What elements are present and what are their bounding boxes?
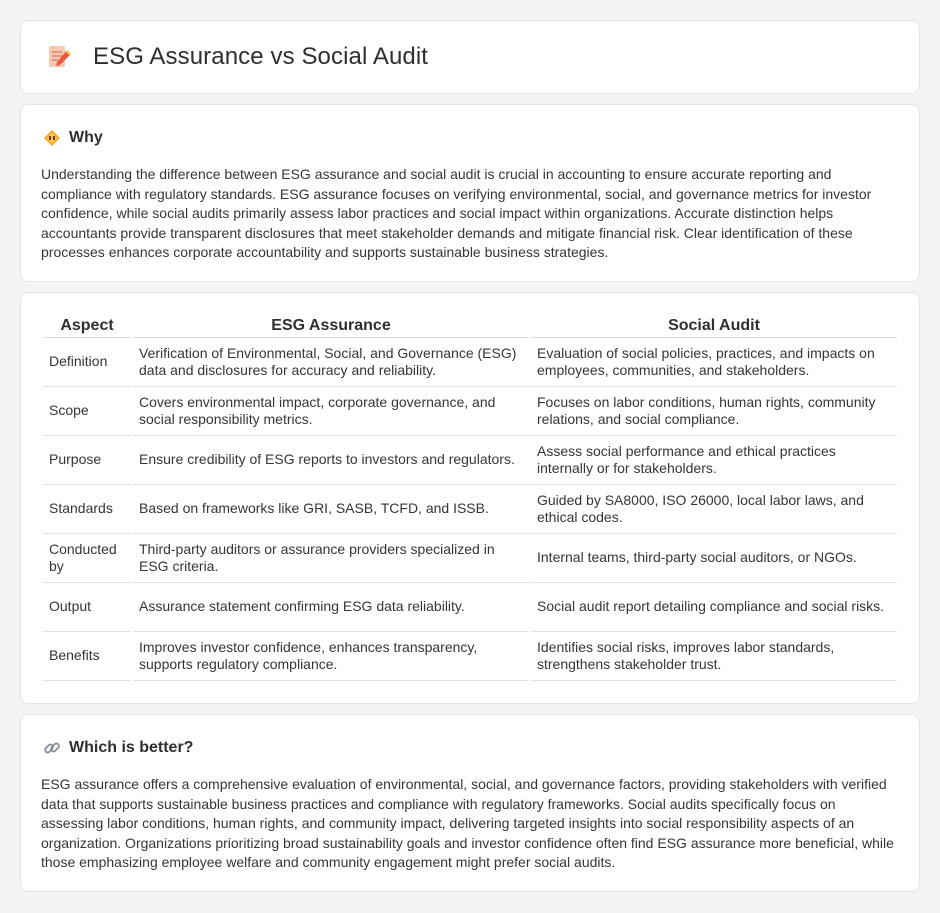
header-aspect: Aspect bbox=[43, 315, 131, 338]
row-esg: Covers environmental impact, corporate governance, and social responsibility metrics. bbox=[133, 387, 529, 436]
row-social: Guided by SA8000, ISO 26000, local labor laws, and ethical codes. bbox=[531, 485, 897, 534]
row-social: Evaluation of social policies, practices, and impacts on employees, communities, and stakeholders. bbox=[531, 338, 897, 387]
diamond-sign-icon bbox=[43, 129, 61, 147]
header-social-audit: Social Audit bbox=[531, 315, 897, 338]
table-header-row bbox=[43, 315, 897, 338]
row-aspect: Purpose bbox=[43, 436, 131, 485]
row-social: Assess social performance and ethical practices internally or for stakeholders. bbox=[531, 436, 897, 485]
table-row bbox=[43, 387, 897, 436]
why-title: Why bbox=[69, 129, 103, 146]
table-row bbox=[43, 338, 897, 387]
row-aspect: Standards bbox=[43, 485, 131, 534]
row-esg: Improves investor confidence, enhances transparency, supports regulatory compliance. bbox=[133, 632, 529, 681]
title-card bbox=[20, 20, 920, 94]
why-section bbox=[20, 104, 920, 282]
why-heading bbox=[43, 129, 103, 147]
row-social: Social audit report detailing compliance and social risks. bbox=[531, 583, 897, 632]
table-row bbox=[43, 583, 897, 632]
row-aspect: Scope bbox=[43, 387, 131, 436]
row-esg: Third-party auditors or assurance providers specialized in ESG criteria. bbox=[133, 534, 529, 583]
title-row bbox=[45, 43, 428, 71]
document-pencil-icon bbox=[45, 43, 73, 71]
row-social: Internal teams, third-party social auditors, or NGOs. bbox=[531, 534, 897, 583]
better-text: ESG assurance offers a comprehensive evaluation of environmental, social, and governance factors, providing stakeholders with verified data that supports sustainable business practices and compliance with regulatory frameworks. Social audits specifically focus on assessing labor conditions, human rights, and community impact, delivering targeted insights into social responsibility aspects of an organization. Organizations prioritizing broad sustainability goals and investor confidence often find ESG assurance more beneficial, while those emphasizing employee welfare and community engagement might prefer social audits. bbox=[41, 776, 894, 871]
comparison-table bbox=[41, 315, 899, 681]
row-esg: Assurance statement confirming ESG data reliability. bbox=[133, 583, 529, 632]
row-esg: Verification of Environmental, Social, and Governance (ESG) data and disclosures for accuracy and reliability. bbox=[133, 338, 529, 387]
table-row bbox=[43, 632, 897, 681]
row-aspect: Definition bbox=[43, 338, 131, 387]
row-aspect: Conducted by bbox=[43, 534, 131, 583]
page-title: ESG Assurance vs Social Audit bbox=[93, 43, 429, 70]
table-row bbox=[43, 534, 897, 583]
better-section bbox=[20, 714, 920, 892]
table-row bbox=[43, 485, 897, 534]
row-esg: Based on frameworks like GRI, SASB, TCFD, and ISSB. bbox=[133, 485, 529, 534]
row-aspect: Benefits bbox=[43, 632, 131, 681]
better-title: Which is better? bbox=[69, 739, 194, 756]
why-text: Understanding the difference between ESG assurance and social audit is crucial in accounting to ensure accurate reporting and compliance with regulatory standards. ESG assurance focuses on verifying environmental, social, and governance metrics for investor confidence, while social audits primarily assess labor practices and social impact within organizations. Accurate distinction helps accountants provide transparent disclosures that meet stakeholder demands and mitigate financial risk. Clear identification of these processes enhances corporate accountability and supports sustainable business strategies. bbox=[41, 166, 872, 261]
row-esg: Ensure credibility of ESG reports to investors and regulators. bbox=[133, 436, 529, 485]
header-esg-assurance: ESG Assurance bbox=[133, 315, 529, 338]
table-row bbox=[43, 436, 897, 485]
row-social: Identifies social risks, improves labor standards, strengthens stakeholder trust. bbox=[531, 632, 897, 681]
link-icon bbox=[43, 739, 61, 757]
row-aspect: Output bbox=[43, 583, 131, 632]
row-social: Focuses on labor conditions, human rights, community relations, and social compliance. bbox=[531, 387, 897, 436]
better-heading bbox=[43, 739, 193, 757]
comparison-section bbox=[20, 292, 920, 704]
